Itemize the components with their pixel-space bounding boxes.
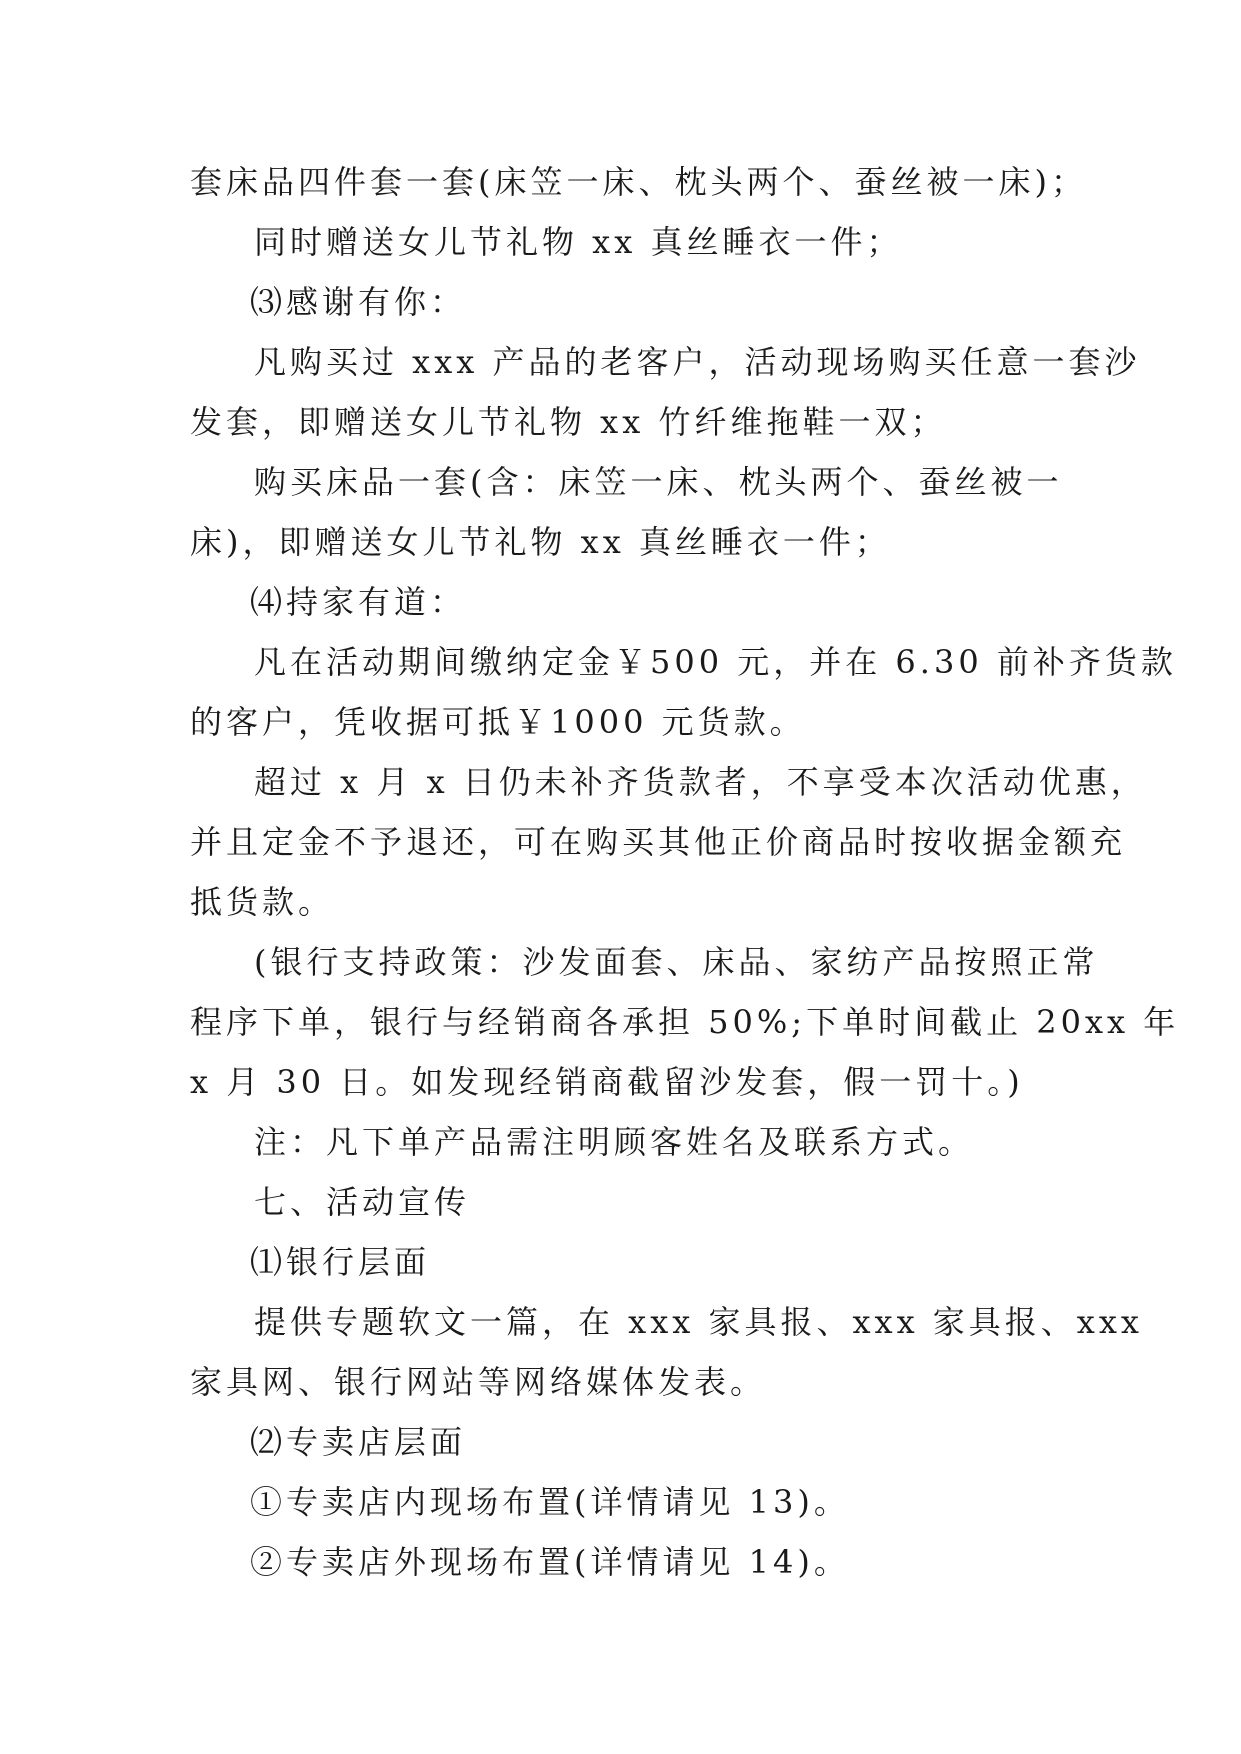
text-line: 超过 x 月 x 日仍未补齐货款者，不享受本次活动优惠， [254,763,1147,801]
text-line: 提供专题软文一篇，在 xxx 家具报、xxx 家具报、xxx [254,1303,1143,1341]
text-line: 并且定金不予退还，可在购买其他正价商品时按收据金额充 [190,823,1127,861]
text-line: 床)，即赠送女儿节礼物 xx 真丝睡衣一件； [190,523,891,561]
text-line: 凡购买过 xxx 产品的老客户，活动现场购买任意一套沙 [254,343,1141,381]
subsection-heading: ⑵专卖店层面 [250,1423,467,1461]
text-line: 的客户，凭收据可抵￥1000 元货款。 [190,703,806,741]
text-line: x 月 30 日。如发现经销商截留沙发套，假一罚十。) [190,1063,1024,1101]
section-heading: ⑷持家有道： [250,583,467,621]
subsection-heading: ⑴银行层面 [250,1243,431,1281]
text-line: 凡在活动期间缴纳定金￥500 元，并在 6.30 前补齐货款 [254,643,1177,681]
text-line: 家具网、银行网站等网络媒体发表。 [190,1363,767,1401]
list-item: ②专卖店外现场布置(详情请见 14)。 [250,1543,850,1581]
text-line: 发套，即赠送女儿节礼物 xx 竹纤维拖鞋一双； [190,403,947,441]
document-body [190,152,1180,1592]
text-line: 程序下单，银行与经销商各承担 50%;下单时间截止 20xx 年 [190,1003,1180,1041]
list-item: ①专卖店内现场布置(详情请见 13)。 [250,1483,850,1521]
note-line: 注：凡下单产品需注明顾客姓名及联系方式。 [254,1123,975,1161]
section-heading: ⑶感谢有你： [250,283,467,321]
text-line: 购买床品一套(含：床笠一床、枕头两个、蚕丝被一 [254,463,1063,501]
text-line: 同时赠送女儿节礼物 xx 真丝睡衣一件； [254,223,903,261]
section-heading: 七、活动宣传 [254,1183,471,1221]
text-line: 套床品四件套一套(床笠一床、枕头两个、蚕丝被一床)； [190,163,1087,201]
text-line: (银行支持政策：沙发面套、床品、家纺产品按照正常 [254,943,1099,981]
text-line: 抵货款。 [190,883,335,921]
